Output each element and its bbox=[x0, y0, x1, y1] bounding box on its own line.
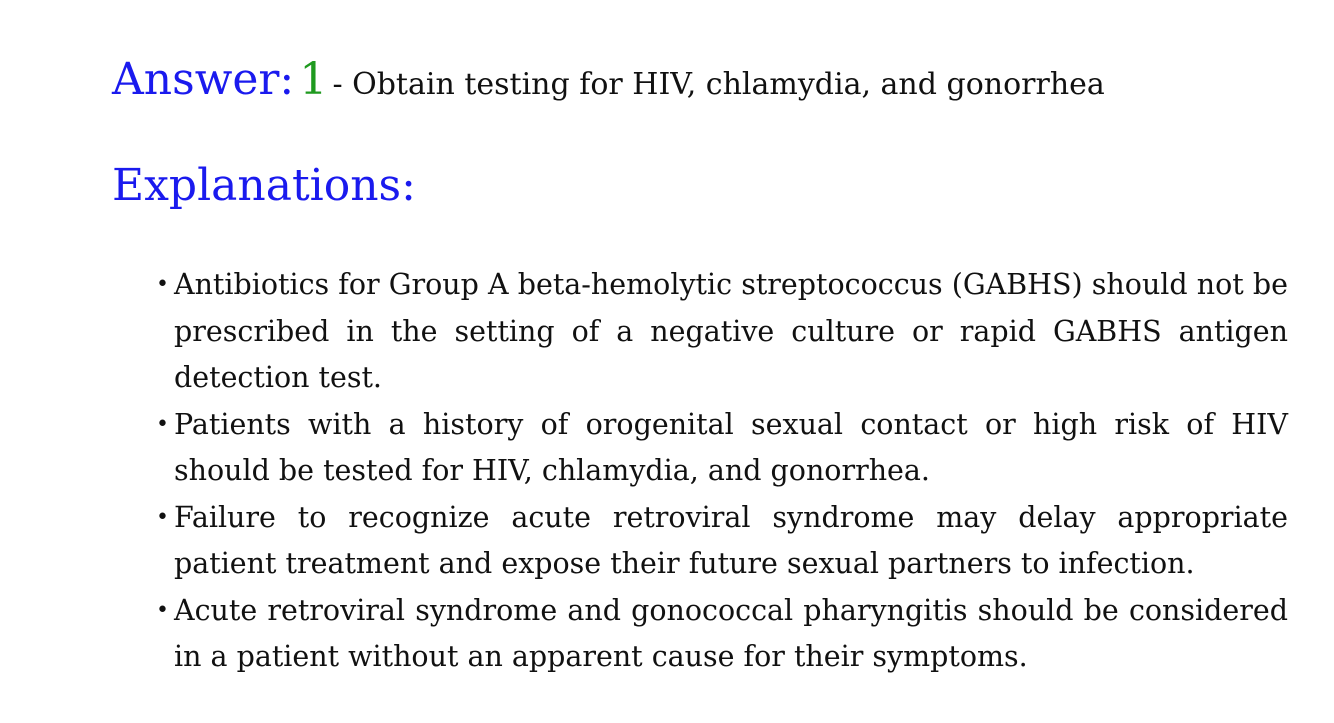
list-item-text: Acute retroviral syndrome and gonococcal pharyngitis should be considered in a patient without an apparent cause for their symptoms. bbox=[174, 593, 1288, 673]
answer-label: Answer: bbox=[112, 54, 295, 105]
list-item bbox=[156, 402, 1288, 495]
answer-text: - Obtain testing for HIV, chlamydia, and gonorrhea bbox=[332, 67, 1105, 102]
bullet-icon: • bbox=[156, 272, 169, 297]
explanations-list bbox=[156, 262, 1288, 681]
answer-number: 1 bbox=[299, 54, 328, 105]
bullet-icon: • bbox=[156, 597, 169, 623]
explanations-heading: Explanations: bbox=[112, 160, 416, 211]
bullet-icon: • bbox=[156, 504, 169, 530]
list-item-text: Patients with a history of orogenital sexual contact or high risk of HIV should be tested for HIV, chlamydia, and gonorrhea. bbox=[174, 407, 1288, 487]
list-item-text: Failure to recognize acute retroviral syndrome may delay appropriate patient treatment and expose their future sexual partners to infection. bbox=[174, 500, 1288, 580]
bullet-icon: • bbox=[156, 411, 169, 437]
list-item bbox=[156, 588, 1288, 681]
list-item-text: Antibiotics for Group A beta-hemolytic streptococcus (GABHS) should not be prescribed in the setting of a negative culture or rapid GABHS antigen detection test. bbox=[174, 268, 1288, 394]
answer-line bbox=[112, 54, 1105, 115]
list-item bbox=[156, 262, 1288, 402]
list-item bbox=[156, 495, 1288, 588]
